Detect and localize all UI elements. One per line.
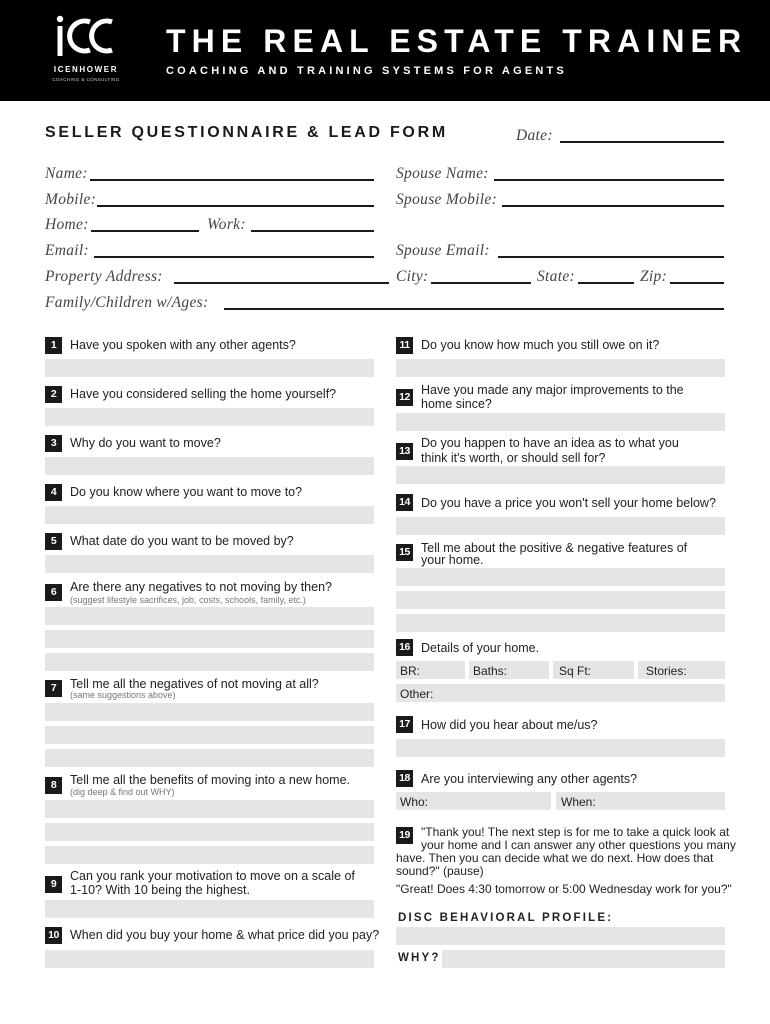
- home-label: Home:: [45, 216, 89, 233]
- question-5: What date do you want to be moved by?: [70, 534, 294, 548]
- why-label: WHY?: [398, 952, 441, 964]
- name-label: Name:: [45, 165, 88, 182]
- answer-2[interactable]: [45, 408, 374, 426]
- logo-tagline: COACHING & CONSULTING: [52, 77, 120, 82]
- stories-label: Stories:: [646, 664, 687, 678]
- work-phone-field[interactable]: [251, 230, 374, 232]
- answer-8-line-3[interactable]: [45, 846, 374, 864]
- question-number-7: 7: [45, 680, 62, 697]
- answer-8-line-2[interactable]: [45, 823, 374, 841]
- property-address-field[interactable]: [174, 282, 389, 284]
- question-12-line-2: home since?: [421, 397, 492, 411]
- question-18: Are you interviewing any other agents?: [421, 772, 638, 786]
- question-15-line-2: your home.: [421, 553, 484, 567]
- city-field[interactable]: [431, 282, 531, 284]
- date-label: Date:: [516, 127, 553, 144]
- answer-12[interactable]: [396, 413, 725, 431]
- question-number-11: 11: [396, 337, 413, 354]
- question-number-10: 10: [45, 927, 62, 944]
- answer-5[interactable]: [45, 555, 374, 573]
- brand-title: THE REAL ESTATE TRAINER: [166, 23, 748, 59]
- answer-9[interactable]: [45, 900, 374, 918]
- logo-wordmark: ICENHOWER: [53, 65, 119, 74]
- who-label: Who:: [400, 795, 429, 809]
- date-field[interactable]: [560, 141, 724, 143]
- question-2: Have you considered selling the home yourself?: [70, 387, 337, 401]
- question-number-2: 2: [45, 386, 62, 403]
- question-number-3: 3: [45, 435, 62, 452]
- question-6-hint: (suggest lifestyle sacrifices, job, costs, schools, family, etc.): [70, 595, 306, 605]
- brand-subtitle: COACHING AND TRAINING SYSTEMS FOR AGENTS: [166, 65, 567, 77]
- answer-14[interactable]: [396, 517, 725, 535]
- question-number-13: 13: [396, 443, 413, 460]
- question-8-hint: (dig deep & find out WHY): [70, 787, 175, 797]
- zip-label: Zip:: [640, 268, 668, 285]
- when-label: When:: [561, 795, 596, 809]
- br-label: BR:: [400, 664, 421, 678]
- question-number-15: 15: [396, 544, 413, 561]
- answer-3[interactable]: [45, 457, 374, 475]
- property-address-label: Property Address:: [45, 268, 163, 285]
- icc-logo-icon: [54, 14, 116, 58]
- zip-field[interactable]: [670, 282, 724, 284]
- question-14: Do you have a price you won't sell your home below?: [421, 496, 716, 510]
- form-title: SELLER QUESTIONNAIRE & LEAD FORM: [45, 124, 448, 141]
- answer-11[interactable]: [396, 359, 725, 377]
- answer-1[interactable]: [45, 359, 374, 377]
- question-number-16: 16: [396, 639, 413, 656]
- mobile-field[interactable]: [97, 205, 374, 207]
- question-9-line-2: 1-10? With 10 being the highest.: [70, 883, 250, 897]
- question-number-12: 12: [396, 389, 413, 406]
- question-17: How did you hear about me/us?: [421, 718, 598, 732]
- answer-8-line-1[interactable]: [45, 800, 374, 818]
- other-label: Other:: [400, 687, 434, 701]
- answer-15-line-2[interactable]: [396, 591, 725, 609]
- answer-15-line-3[interactable]: [396, 614, 725, 632]
- other-field[interactable]: [396, 684, 725, 702]
- sqft-label: Sq Ft:: [559, 664, 592, 678]
- question-13-line-1: Do you happen to have an idea as to what you: [421, 436, 679, 450]
- answer-4[interactable]: [45, 506, 374, 524]
- question-7-hint: (same suggestions above): [70, 690, 176, 700]
- name-field[interactable]: [90, 179, 374, 181]
- script-line-2: your home and I can answer any other questions you many: [421, 838, 736, 852]
- question-12-line-1: Have you made any major improvements to the: [421, 383, 684, 397]
- question-1: Have you spoken with any other agents?: [70, 338, 296, 352]
- mobile-label: Mobile:: [45, 191, 97, 208]
- disc-profile-title: DISC BEHAVIORAL PROFILE:: [398, 912, 614, 924]
- answer-6-line-1[interactable]: [45, 607, 374, 625]
- answer-15-line-1[interactable]: [396, 568, 725, 586]
- header-banner: [0, 0, 770, 101]
- spouse-mobile-field[interactable]: [502, 205, 724, 207]
- answer-6-line-3[interactable]: [45, 653, 374, 671]
- state-label: State:: [537, 268, 575, 285]
- spouse-name-label: Spouse Name:: [396, 165, 489, 182]
- question-6: Are there any negatives to not moving by then?: [70, 580, 332, 594]
- icenhower-logo: [48, 14, 124, 86]
- family-label: Family/Children w/Ages:: [45, 294, 209, 311]
- question-13-line-2: think it's worth, or should sell for?: [421, 451, 606, 465]
- question-16: Details of your home.: [421, 641, 540, 655]
- question-number-14: 14: [396, 494, 413, 511]
- answer-7-line-1[interactable]: [45, 703, 374, 721]
- baths-label: Baths:: [473, 664, 508, 678]
- script-closing: "Great! Does 4:30 tomorrow or 5:00 Wednesday work for you?": [396, 882, 732, 896]
- question-number-1: 1: [45, 337, 62, 354]
- question-number-5: 5: [45, 533, 62, 550]
- city-label: City:: [396, 268, 429, 285]
- question-7: Tell me all the negatives of not moving at all?: [70, 677, 319, 691]
- spouse-email-label: Spouse Email:: [396, 242, 490, 259]
- why-field[interactable]: [442, 950, 725, 968]
- state-field[interactable]: [578, 282, 634, 284]
- question-3: Why do you want to move?: [70, 436, 221, 450]
- script-line-3: have. Then you can decide what we do next. How does that: [396, 851, 714, 865]
- question-number-4: 4: [45, 484, 62, 501]
- question-number-17: 17: [396, 716, 413, 733]
- question-number-9: 9: [45, 876, 62, 893]
- answer-6-line-2[interactable]: [45, 630, 374, 648]
- spouse-mobile-label: Spouse Mobile:: [396, 191, 498, 208]
- home-phone-field[interactable]: [91, 230, 199, 232]
- question-10: When did you buy your home & what price did you pay?: [70, 928, 380, 942]
- question-15-line-1: Tell me about the positive & negative features of: [421, 541, 688, 555]
- disc-profile-field[interactable]: [396, 927, 725, 945]
- question-number-8: 8: [45, 777, 62, 794]
- answer-13[interactable]: [396, 466, 725, 484]
- question-11: Do you know how much you still owe on it?: [421, 338, 660, 352]
- work-label: Work:: [207, 216, 246, 233]
- spouse-email-field[interactable]: [498, 256, 724, 258]
- family-field[interactable]: [224, 308, 724, 310]
- question-number-18: 18: [396, 770, 413, 787]
- script-line-1: "Thank you! The next step is for me to take a quick look at: [421, 825, 730, 839]
- question-4: Do you know where you want to move to?: [70, 485, 303, 499]
- answer-10[interactable]: [45, 950, 374, 968]
- answer-17[interactable]: [396, 739, 725, 757]
- email-field[interactable]: [94, 256, 374, 258]
- answer-7-line-2[interactable]: [45, 726, 374, 744]
- question-number-19: 19: [396, 827, 413, 844]
- spouse-name-field[interactable]: [494, 179, 724, 181]
- email-label: Email:: [45, 242, 89, 259]
- answer-7-line-3[interactable]: [45, 749, 374, 767]
- question-9-line-1: Can you rank your motivation to move on a scale of: [70, 869, 355, 883]
- question-number-6: 6: [45, 584, 62, 601]
- question-8: Tell me all the benefits of moving into a new home.: [70, 773, 351, 787]
- script-line-4: sound?" (pause): [396, 864, 484, 878]
